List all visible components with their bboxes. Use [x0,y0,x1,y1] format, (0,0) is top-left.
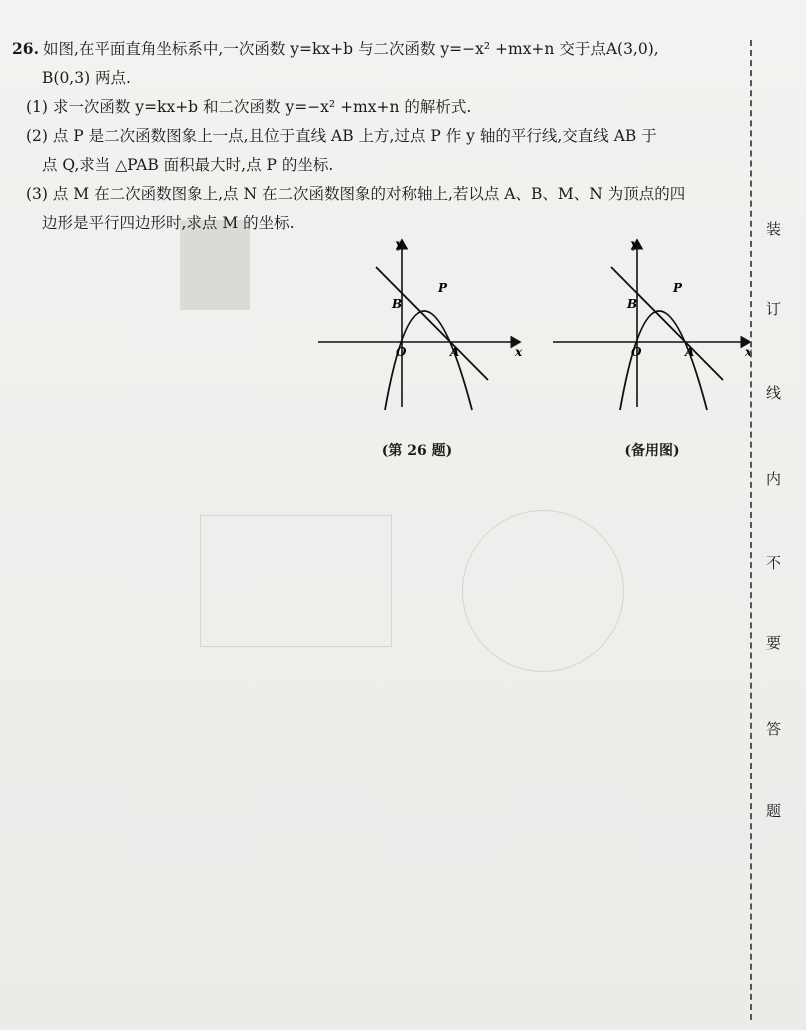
binding-char: 要 [766,634,782,652]
figure-26 [310,232,530,412]
question-stem-line1 [12,34,742,64]
part-3-line1: (3) 点 M 在二次函数图象上,点 N 在二次函数图象的对称轴上,若以点 A、B、M、N 为顶点的四 [26,185,686,203]
parabola-curve [620,311,707,410]
point-a-label: A [450,345,460,359]
part-2-line2: 点 Q,求当 △PAB 面积最大时,点 P 的坐标. [42,156,334,174]
part-1: (1) 求一次函数 y=kx+b 和二次函数 y=−x² +mx+n 的解析式. [26,98,472,116]
line-ab [611,267,723,380]
point-b-label: B [627,297,638,311]
figure-26-caption: (第 26 题) [381,443,453,459]
backup-figure [545,232,765,412]
binding-dashed-line [750,40,752,1020]
point-b-label: B [392,297,403,311]
question-stem-text: 如图,在平面直角坐标系中,一次函数 y=kx+b 与二次函数 y=−x² +mx+n 交于点A(3,0), [42,40,659,58]
line-ab [376,267,488,380]
bleed-through-pie [462,510,624,672]
point-p-label: P [673,281,683,295]
question-number: 26. [12,39,39,58]
binding-char: 内 [766,470,782,488]
parabola-curve [385,311,472,410]
point-p-label: P [438,281,448,295]
y-label: y [631,237,638,251]
backup-figure-caption: (备用图) [624,443,680,459]
origin-label: O [631,345,642,359]
question-stem-line2: B(0,3) 两点. [42,69,131,87]
binding-char: 不 [766,554,782,572]
part-3-line2: 边形是平行四边形时,求点 M 的坐标. [42,214,295,232]
binding-char: 答 [766,720,782,738]
x-label: x [745,345,753,359]
binding-char: 装 [766,220,782,238]
x-label: x [515,345,523,359]
origin-label: O [396,345,407,359]
binding-char: 线 [766,384,782,402]
binding-char: 题 [766,802,782,820]
question-26 [12,34,742,238]
binding-char: 订 [766,300,782,318]
part-2-line1: (2) 点 P 是二次函数图象上一点,且位于直线 AB 上方,过点 P 作 y 轴的平行线,交直线 AB 于 [26,127,657,145]
bleed-through-chart [200,515,392,647]
y-label: y [396,237,403,251]
point-a-label: A [685,345,695,359]
